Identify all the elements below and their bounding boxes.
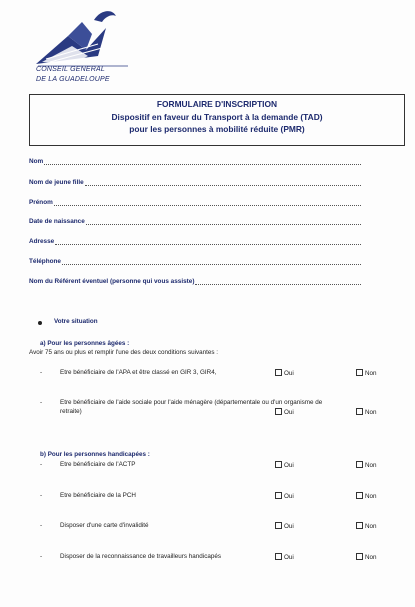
checkbox-icon: [275, 408, 282, 415]
form-title-box: [29, 94, 405, 146]
bullet-icon: [38, 321, 42, 325]
form-title: FORMULAIRE D'INSCRIPTION: [156, 99, 278, 109]
checkbox-icon: [356, 553, 363, 560]
b-item-pch: Etre bénéficiaire de la PCH: [60, 492, 136, 499]
field-referent[interactable]: Nom du Référent éventuel (personne qui vous assiste): [29, 278, 361, 285]
a-apa-non[interactable]: Non: [356, 369, 377, 377]
field-prenom[interactable]: Prénom: [29, 199, 361, 206]
checkbox-icon: [275, 492, 282, 499]
dash: -: [40, 399, 43, 406]
a-item-aide-sociale: Etre bénéficiaire de l'aide sociale pour l'aide ménagère (départementale ou d'un organisme de: [60, 399, 323, 406]
a-item-aide-sociale-cont: retraite): [60, 408, 82, 415]
checkbox-icon: [275, 461, 282, 468]
b-invalidite-oui[interactable]: Oui: [275, 522, 294, 530]
section-a-intro: Avoir 75 ans ou plus et remplir l'une des deux conditions suivantes :: [29, 349, 219, 356]
section-b-title: b) Pour les personnes handicapées :: [40, 451, 150, 458]
b-actp-non[interactable]: Non: [356, 461, 377, 469]
dash: -: [40, 369, 43, 376]
org-name-line2: DE LA GUADELOUPE: [36, 76, 110, 83]
dash: -: [40, 492, 43, 499]
field-nom-jeune-fille[interactable]: Nom de jeune fille: [29, 179, 361, 186]
b-pch-oui[interactable]: Oui: [275, 492, 294, 500]
checkbox-icon: [275, 369, 282, 376]
b-item-travailleur: Disposer de la reconnaissance de travailleurs handicapés: [60, 553, 222, 560]
dash: -: [40, 522, 43, 529]
b-pch-non[interactable]: Non: [356, 492, 377, 500]
checkbox-icon: [275, 522, 282, 529]
dash: -: [40, 461, 43, 468]
b-item-actp: Etre bénéficiaire de l'ACTP: [60, 461, 136, 468]
checkbox-icon: [275, 553, 282, 560]
field-nom[interactable]: Nom: [29, 158, 361, 165]
form-subtitle-2: pour les personnes à mobilité réduite (PMR): [129, 124, 305, 134]
b-travailleur-non[interactable]: Non: [356, 553, 377, 561]
a-item-apa: Etre bénéficiaire de l'APA et être classé en GIR 3, GIR4,: [60, 369, 217, 376]
checkbox-icon: [356, 522, 363, 529]
field-date-naissance[interactable]: Date de naissance: [29, 218, 361, 225]
b-travailleur-oui[interactable]: Oui: [275, 553, 294, 561]
checkbox-icon: [356, 408, 363, 415]
field-adresse[interactable]: Adresse: [29, 238, 361, 245]
dash: -: [40, 553, 43, 560]
a-aide-non[interactable]: Non: [356, 408, 377, 416]
field-telephone[interactable]: Téléphone: [29, 258, 361, 265]
b-invalidite-non[interactable]: Non: [356, 522, 377, 530]
checkbox-icon: [356, 369, 363, 376]
situation-heading: Votre situation: [54, 318, 98, 325]
org-name-line1: CONSEIL GENERAL: [36, 66, 106, 73]
b-actp-oui[interactable]: Oui: [275, 461, 294, 469]
a-aide-oui[interactable]: Oui: [275, 408, 294, 416]
checkbox-icon: [356, 492, 363, 499]
checkbox-icon: [356, 461, 363, 468]
section-a-title: a) Pour les personnes âgées :: [40, 340, 130, 347]
b-item-invalidite: Disposer d'une carte d'invalidité: [60, 522, 149, 529]
a-apa-oui[interactable]: Oui: [275, 369, 294, 377]
form-subtitle-1: Dispositif en faveur du Transport à la demande (TAD): [111, 111, 323, 122]
